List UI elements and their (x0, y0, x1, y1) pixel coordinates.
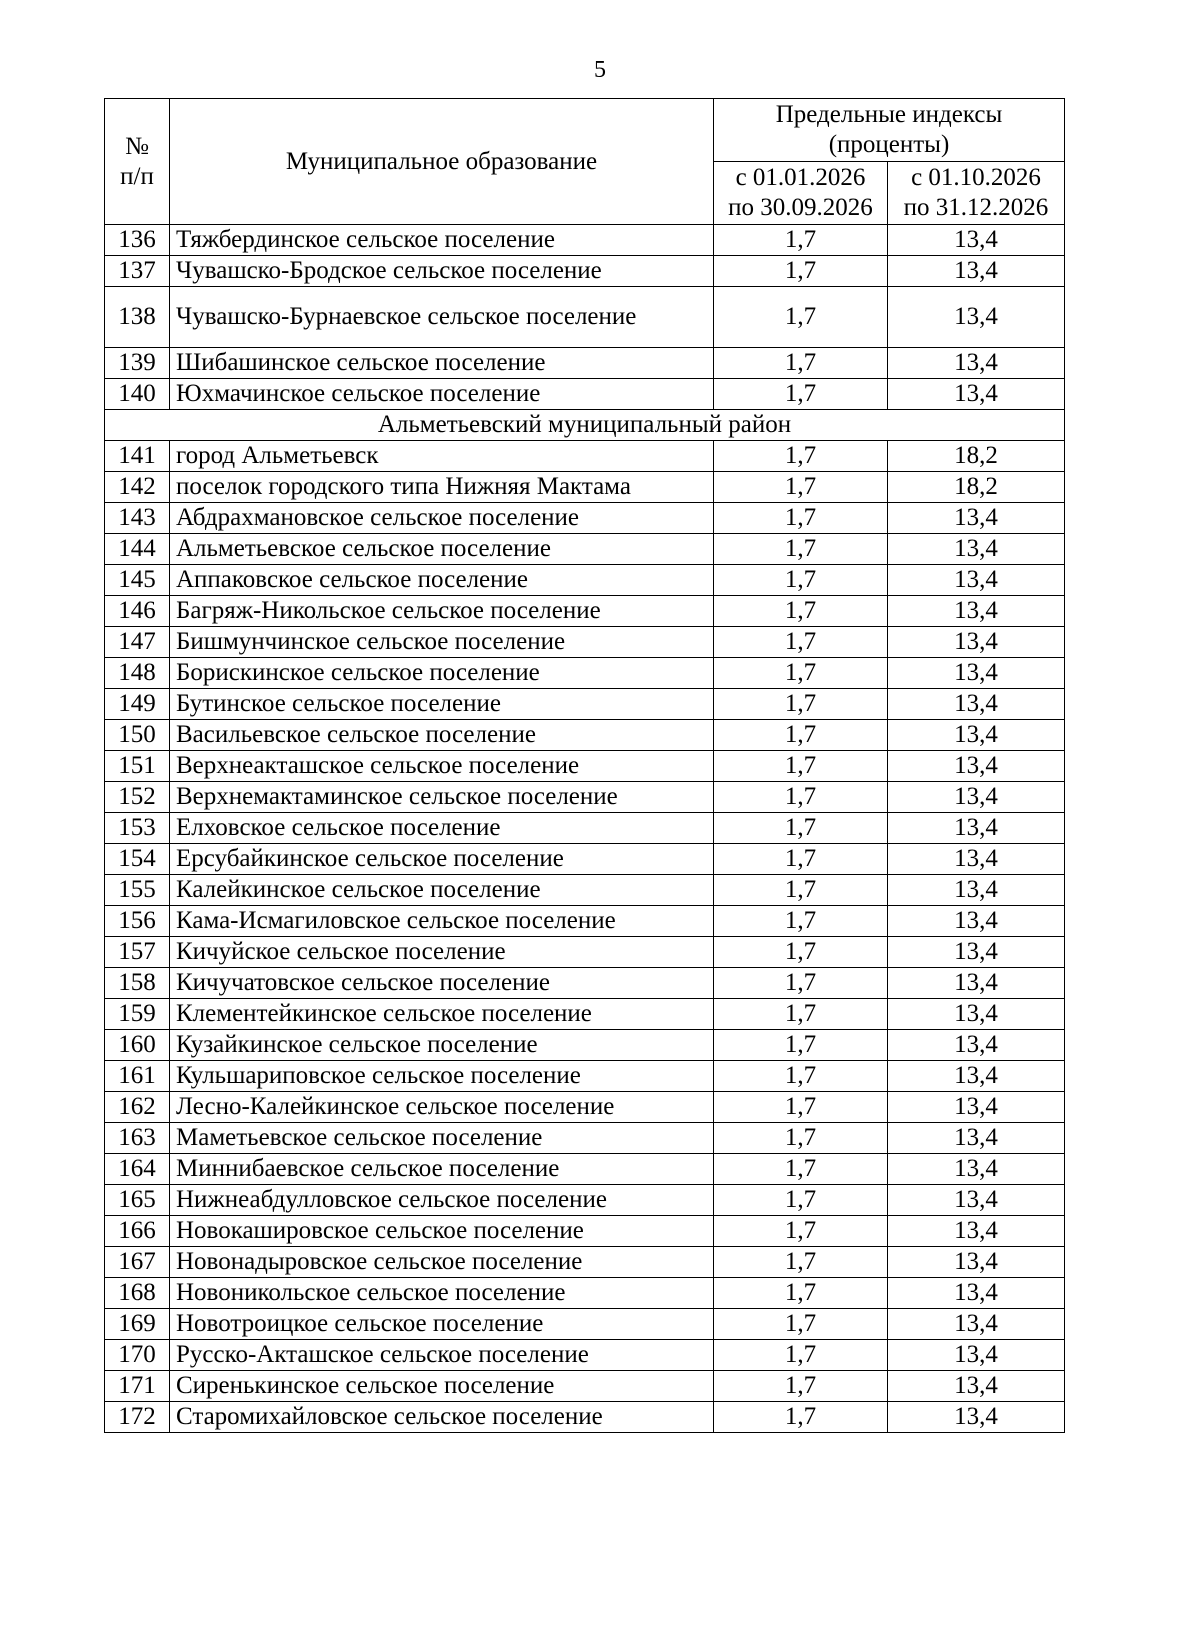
table-row (105, 348, 1065, 379)
row-municipality: поселок городского типа Нижняя Мактама (170, 472, 714, 503)
row-index-period-1: 1,7 (714, 1185, 888, 1216)
row-municipality: Кичучатовское сельское поселение (170, 968, 714, 999)
table-row (105, 596, 1065, 627)
row-index-period-1: 1,7 (714, 1278, 888, 1309)
row-municipality: Елховское сельское поселение (170, 813, 714, 844)
row-municipality: Абдрахмановское сельское поселение (170, 503, 714, 534)
row-number: 138 (105, 287, 170, 348)
table-row (105, 1185, 1065, 1216)
row-number: 172 (105, 1402, 170, 1433)
row-number: 145 (105, 565, 170, 596)
row-index-period-2: 13,4 (888, 1247, 1065, 1278)
row-index-period-2: 13,4 (888, 1340, 1065, 1371)
row-number: 167 (105, 1247, 170, 1278)
row-number: 148 (105, 658, 170, 689)
row-index-period-1: 1,7 (714, 596, 888, 627)
row-index-period-1: 1,7 (714, 968, 888, 999)
table-row (105, 1247, 1065, 1278)
row-index-period-1: 1,7 (714, 1216, 888, 1247)
table-header (105, 99, 1065, 225)
row-index-period-1: 1,7 (714, 937, 888, 968)
row-index-period-2: 13,4 (888, 348, 1065, 379)
header-limit-indices-line2: (проценты) (828, 131, 950, 158)
table-row (105, 1340, 1065, 1371)
row-index-period-2: 13,4 (888, 937, 1065, 968)
table-row (105, 627, 1065, 658)
row-index-period-1: 1,7 (714, 1340, 888, 1371)
table-row (105, 287, 1065, 348)
table-row (105, 256, 1065, 287)
table-row (105, 1030, 1065, 1061)
row-index-period-2: 13,4 (888, 379, 1065, 410)
row-municipality: Лесно-Калейкинское сельское поселение (170, 1092, 714, 1123)
row-number: 139 (105, 348, 170, 379)
row-number: 160 (105, 1030, 170, 1061)
row-index-period-2: 13,4 (888, 596, 1065, 627)
row-index-period-2: 13,4 (888, 627, 1065, 658)
row-number: 151 (105, 751, 170, 782)
row-index-period-2: 18,2 (888, 472, 1065, 503)
row-index-period-1: 1,7 (714, 658, 888, 689)
row-municipality: Кичуйское сельское поселение (170, 937, 714, 968)
row-number: 153 (105, 813, 170, 844)
row-municipality: Шибашинское сельское поселение (170, 348, 714, 379)
row-municipality: Аппаковское сельское поселение (170, 565, 714, 596)
row-municipality: Новокашировское сельское поселение (170, 1216, 714, 1247)
table-row (105, 844, 1065, 875)
table-row (105, 1402, 1065, 1433)
row-index-period-1: 1,7 (714, 1247, 888, 1278)
row-number: 146 (105, 596, 170, 627)
row-number: 165 (105, 1185, 170, 1216)
row-number: 158 (105, 968, 170, 999)
table-body-after (105, 441, 1065, 1433)
row-index-period-1: 1,7 (714, 348, 888, 379)
header-period-1-line1: с 01.01.2026 (735, 164, 866, 191)
table-row (105, 875, 1065, 906)
row-municipality: Чувашско-Бурнаевское сельское поселение (170, 287, 714, 348)
table-row (105, 1309, 1065, 1340)
table-row (105, 782, 1065, 813)
row-municipality: Кузайкинское сельское поселение (170, 1030, 714, 1061)
indices-table (104, 98, 1065, 1433)
row-index-period-1: 1,7 (714, 844, 888, 875)
row-index-period-2: 13,4 (888, 875, 1065, 906)
table-row (105, 689, 1065, 720)
row-municipality: Новоникольское сельское поселение (170, 1278, 714, 1309)
row-index-period-2: 13,4 (888, 225, 1065, 256)
row-municipality: Клементейкинское сельское поселение (170, 999, 714, 1030)
section-title: Альметьевский муниципальный район (105, 410, 1065, 441)
row-index-period-2: 13,4 (888, 1061, 1065, 1092)
row-index-period-1: 1,7 (714, 565, 888, 596)
row-index-period-2: 13,4 (888, 256, 1065, 287)
row-number: 156 (105, 906, 170, 937)
row-number: 171 (105, 1371, 170, 1402)
table-row (105, 565, 1065, 596)
row-index-period-1: 1,7 (714, 627, 888, 658)
row-municipality: Чувашско-Бродское сельское поселение (170, 256, 714, 287)
row-index-period-2: 13,4 (888, 782, 1065, 813)
header-number (105, 99, 170, 225)
row-municipality: Калейкинское сельское поселение (170, 875, 714, 906)
section-row (105, 410, 1065, 441)
row-index-period-1: 1,7 (714, 225, 888, 256)
row-index-period-1: 1,7 (714, 287, 888, 348)
row-number: 166 (105, 1216, 170, 1247)
table-row (105, 1123, 1065, 1154)
row-number: 159 (105, 999, 170, 1030)
row-index-period-2: 13,4 (888, 1123, 1065, 1154)
header-period-1 (714, 162, 888, 225)
row-index-period-1: 1,7 (714, 1030, 888, 1061)
table-row (105, 658, 1065, 689)
row-index-period-2: 13,4 (888, 999, 1065, 1030)
row-index-period-1: 1,7 (714, 1092, 888, 1123)
row-number: 147 (105, 627, 170, 658)
row-municipality: Бишмунчинское сельское поселение (170, 627, 714, 658)
row-number: 152 (105, 782, 170, 813)
row-index-period-1: 1,7 (714, 1061, 888, 1092)
row-number: 163 (105, 1123, 170, 1154)
row-index-period-2: 13,4 (888, 1216, 1065, 1247)
row-number: 164 (105, 1154, 170, 1185)
row-number: 143 (105, 503, 170, 534)
row-municipality: Новотроицкое сельское поселение (170, 1309, 714, 1340)
row-index-period-2: 13,4 (888, 1154, 1065, 1185)
row-index-period-2: 13,4 (888, 906, 1065, 937)
row-index-period-2: 13,4 (888, 1309, 1065, 1340)
row-municipality: Багряж-Никольское сельское поселение (170, 596, 714, 627)
header-period-1-line2: по 30.09.2026 (728, 194, 873, 221)
header-limit-indices (714, 99, 1065, 162)
table-row (105, 1216, 1065, 1247)
row-index-period-2: 13,4 (888, 968, 1065, 999)
row-municipality: Маметьевское сельское поселение (170, 1123, 714, 1154)
row-index-period-1: 1,7 (714, 689, 888, 720)
table-body-before (105, 225, 1065, 410)
row-index-period-1: 1,7 (714, 472, 888, 503)
row-index-period-1: 1,7 (714, 720, 888, 751)
row-number: 144 (105, 534, 170, 565)
row-number: 170 (105, 1340, 170, 1371)
table-row (105, 968, 1065, 999)
row-municipality: Юхмачинское сельское поселение (170, 379, 714, 410)
row-municipality: Верхнемактаминское сельское поселение (170, 782, 714, 813)
row-index-period-2: 13,4 (888, 720, 1065, 751)
row-index-period-2: 13,4 (888, 565, 1065, 596)
row-index-period-2: 18,2 (888, 441, 1065, 472)
row-municipality: Бутинское сельское поселение (170, 689, 714, 720)
row-municipality: Старомихайловское сельское поселение (170, 1402, 714, 1433)
row-index-period-2: 13,4 (888, 1030, 1065, 1061)
table-row (105, 534, 1065, 565)
table-row (105, 906, 1065, 937)
row-municipality: Васильевское сельское поселение (170, 720, 714, 751)
header-number-line2: п/п (120, 162, 154, 190)
row-index-period-1: 1,7 (714, 875, 888, 906)
table-row (105, 225, 1065, 256)
row-index-period-1: 1,7 (714, 782, 888, 813)
row-number: 149 (105, 689, 170, 720)
row-number: 141 (105, 441, 170, 472)
row-number: 168 (105, 1278, 170, 1309)
table-row (105, 999, 1065, 1030)
row-number: 140 (105, 379, 170, 410)
row-index-period-2: 13,4 (888, 1185, 1065, 1216)
row-municipality: Кама-Исмагиловское сельское поселение (170, 906, 714, 937)
header-municipality: Муниципальное образование (170, 99, 714, 225)
header-number-line1: № (125, 132, 149, 160)
table-row (105, 1371, 1065, 1402)
table-row (105, 472, 1065, 503)
row-index-period-2: 13,4 (888, 1402, 1065, 1433)
row-index-period-2: 13,4 (888, 751, 1065, 782)
row-index-period-1: 1,7 (714, 256, 888, 287)
table-section (105, 410, 1065, 441)
row-municipality: Новонадыровское сельское поселение (170, 1247, 714, 1278)
row-municipality: Борискинское сельское поселение (170, 658, 714, 689)
table-row (105, 1061, 1065, 1092)
header-period-2-line1: с 01.10.2026 (911, 164, 1041, 191)
row-index-period-2: 13,4 (888, 1278, 1065, 1309)
row-index-period-2: 13,4 (888, 1371, 1065, 1402)
row-municipality: Ерсубайкинское сельское поселение (170, 844, 714, 875)
row-number: 157 (105, 937, 170, 968)
row-municipality: Нижнеабдулловское сельское поселение (170, 1185, 714, 1216)
row-index-period-1: 1,7 (714, 751, 888, 782)
row-number: 162 (105, 1092, 170, 1123)
row-index-period-1: 1,7 (714, 379, 888, 410)
header-period-2 (888, 162, 1065, 225)
table-row (105, 937, 1065, 968)
row-index-period-2: 13,4 (888, 658, 1065, 689)
row-number: 155 (105, 875, 170, 906)
row-index-period-1: 1,7 (714, 1309, 888, 1340)
row-index-period-1: 1,7 (714, 1402, 888, 1433)
table-row (105, 1278, 1065, 1309)
row-number: 136 (105, 225, 170, 256)
row-index-period-2: 13,4 (888, 813, 1065, 844)
table-row (105, 379, 1065, 410)
row-index-period-2: 13,4 (888, 287, 1065, 348)
table-row (105, 441, 1065, 472)
row-municipality: Русско-Акташское сельское поселение (170, 1340, 714, 1371)
row-index-period-2: 13,4 (888, 844, 1065, 875)
row-index-period-1: 1,7 (714, 906, 888, 937)
table-row (105, 1092, 1065, 1123)
row-index-period-1: 1,7 (714, 1371, 888, 1402)
row-municipality: Альметьевское сельское поселение (170, 534, 714, 565)
row-municipality: город Альметьевск (170, 441, 714, 472)
row-index-period-2: 13,4 (888, 1092, 1065, 1123)
row-number: 169 (105, 1309, 170, 1340)
table-row (105, 751, 1065, 782)
header-limit-indices-line1: Предельные индексы (775, 101, 1003, 128)
row-index-period-2: 13,4 (888, 689, 1065, 720)
row-number: 137 (105, 256, 170, 287)
row-index-period-1: 1,7 (714, 999, 888, 1030)
table-row (105, 720, 1065, 751)
row-number: 150 (105, 720, 170, 751)
row-index-period-1: 1,7 (714, 1154, 888, 1185)
row-index-period-1: 1,7 (714, 503, 888, 534)
row-index-period-2: 13,4 (888, 534, 1065, 565)
table-row (105, 1154, 1065, 1185)
row-index-period-1: 1,7 (714, 441, 888, 472)
header-period-2-line2: по 31.12.2026 (903, 194, 1049, 221)
row-index-period-1: 1,7 (714, 534, 888, 565)
row-municipality: Кульшариповское сельское поселение (170, 1061, 714, 1092)
row-municipality: Миннибаевское сельское поселение (170, 1154, 714, 1185)
row-index-period-1: 1,7 (714, 813, 888, 844)
row-number: 142 (105, 472, 170, 503)
row-index-period-1: 1,7 (714, 1123, 888, 1154)
table-row (105, 503, 1065, 534)
row-municipality: Сиренькинское сельское поселение (170, 1371, 714, 1402)
row-municipality: Верхнеакташское сельское поселение (170, 751, 714, 782)
table-row (105, 813, 1065, 844)
row-index-period-2: 13,4 (888, 503, 1065, 534)
page-number: 5 (594, 57, 606, 83)
row-municipality: Тяжбердинское сельское поселение (170, 225, 714, 256)
row-number: 154 (105, 844, 170, 875)
row-number: 161 (105, 1061, 170, 1092)
